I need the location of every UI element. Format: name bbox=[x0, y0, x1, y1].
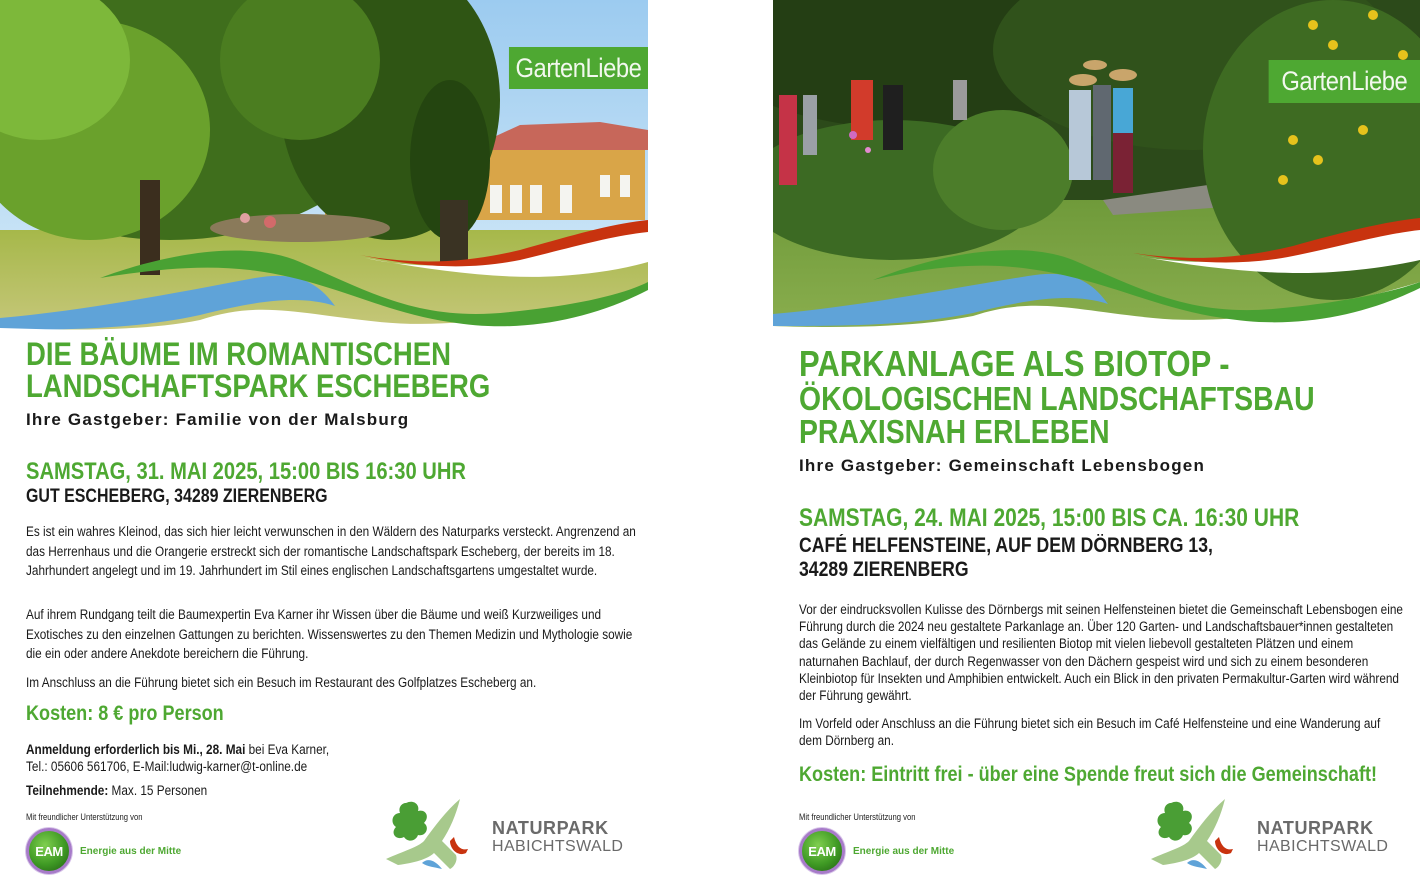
naturpark-subtitle: HABICHTSWALD bbox=[1257, 838, 1389, 855]
location-line: CAFÉ HELFENSTEINE, AUF DEM DÖRNBERG 13, bbox=[799, 534, 1213, 557]
hero-photo bbox=[0, 0, 648, 330]
naturpark-subtitle: HABICHTSWALD bbox=[492, 838, 624, 855]
event-location bbox=[799, 534, 1312, 582]
naturpark-title: NATURPARK bbox=[492, 818, 609, 838]
poster-escheberg bbox=[0, 0, 648, 888]
title-line: DIE BÄUME IM ROMANTISCHEN bbox=[26, 336, 452, 372]
description-paragraph: Im Vorfeld oder Anschluss an die Führung bietet sich ein Besuch im Café Helfensteine und eine Wanderung auf dem Dörnberg an. bbox=[799, 716, 1381, 749]
poster-lebensbogen bbox=[773, 0, 1420, 888]
gartenliebe-badge: GartenLiebe bbox=[1269, 60, 1420, 103]
naturpark-logo bbox=[1149, 797, 1388, 877]
description-paragraph: Im Anschluss an die Führung bietet sich ein Besuch im Restaurant des Golfplatzes Escheberg an. bbox=[26, 675, 537, 690]
participants-info bbox=[26, 781, 290, 801]
participants-value: Max. 15 Personen bbox=[108, 783, 208, 798]
participants-label: Teilnehmende: bbox=[26, 783, 109, 798]
description-paragraph: Vor der eindrucksvollen Kulisse des Dörnbergs mit seinen Helfensteinen bietet die Gemeinschaft Lebensbogen eine Führung durch die 2024 neu gestaltete Parkanlage an. Über 120 Garten- und Landschaftsbauer*innen gestalteten das Gelände zu einem vielfältigen und resilienten Biotop mit vielen liebevoll gestalteten Plätzen und einem naturnahen Bachlauf, der durch Regenwasser von den Dächern gespeist wird und sich zu einem besonderen Kleinbiotop für Insekten und Amphibien entwickelt. Auch ein Blick in den privaten Permakultur-Garten wird während der Führung gewährt. bbox=[799, 602, 1403, 704]
naturpark-title: NATURPARK bbox=[1257, 818, 1374, 838]
wave-graphic bbox=[773, 0, 1420, 330]
eam-logo-icon: EAM bbox=[799, 828, 845, 874]
title-line: LANDSCHAFTSPARK ESCHEBERG bbox=[26, 368, 491, 404]
event-title bbox=[799, 343, 1324, 384]
naturpark-logo bbox=[384, 797, 623, 877]
gartenliebe-badge: GartenLiebe bbox=[509, 47, 648, 89]
registration-contact: Tel.: 05606 561706, E-Mail:ludwig-karner@t-online.de bbox=[26, 759, 308, 774]
eam-tagline: Energie aus der Mitte bbox=[80, 845, 182, 857]
event-date: SAMSTAG, 31. MAI 2025, 15:00 BIS 16:30 UHR bbox=[26, 458, 466, 485]
description-paragraph: Es ist ein wahres Kleinod, das sich hier leicht verwunschen in den Wäldern des Naturparks versteckt. Angrenzend an das Herrenhaus und die Orangerie erstreckt sich der romantische Landschaftspark Escheberg, der bereits im 18. Jahrhundert angelegt und im 19. Jahrhundert im Stil eines englischen Landschaftsgartens umgestaltet wurde. bbox=[26, 524, 636, 578]
event-host: Ihre Gastgeber: Familie von der Malsburg bbox=[26, 410, 410, 429]
location-line: 34289 ZIERENBERG bbox=[799, 558, 969, 581]
eam-logo-icon: EAM bbox=[26, 828, 72, 874]
event-cost: Kosten: Eintritt frei - über eine Spende freut sich die Gemeinschaft! bbox=[799, 763, 1378, 786]
registration-deadline: Anmeldung erforderlich bis Mi., 28. Mai bbox=[26, 742, 246, 757]
description-paragraph: Auf ihrem Rundgang teilt die Baumexpertin Eva Karner ihr Wissen über die Bäume und weiß Kurzweiliges und Exotisches zu den einzelnen Gattungen zu berichten. Wissenswertes zu den Themen Medizin und Mythologie sowie die ein oder andere Anekdote bereichern die Führung. bbox=[26, 607, 633, 661]
event-host: Ihre Gastgeber: Gemeinschaft Lebensbogen bbox=[799, 456, 1206, 475]
registration-contact-name: bei Eva Karner, bbox=[245, 742, 330, 757]
title-line: ÖKOLOGISCHEN LANDSCHAFTSBAU bbox=[799, 380, 1315, 417]
event-date: SAMSTAG, 24. MAI 2025, 15:00 BIS CA. 16:30 UHR bbox=[799, 504, 1300, 532]
event-title bbox=[26, 338, 552, 402]
title-line: PARKANLAGE ALS BIOTOP - bbox=[799, 343, 1230, 384]
event-title-cont bbox=[799, 382, 1324, 448]
naturpark-bird-icon bbox=[384, 797, 484, 877]
registration-info bbox=[26, 741, 396, 775]
eam-tagline: Energie aus der Mitte bbox=[853, 845, 955, 857]
hero-photo bbox=[773, 0, 1420, 330]
title-line: PRAXISNAH ERLEBEN bbox=[799, 413, 1110, 450]
event-cost: Kosten: 8 € pro Person bbox=[26, 702, 224, 725]
support-label: Mit freundlicher Unterstützung von bbox=[799, 812, 916, 822]
event-location: GUT ESCHEBERG, 34289 ZIERENBERG bbox=[26, 486, 328, 507]
naturpark-bird-icon bbox=[1149, 797, 1249, 877]
support-label: Mit freundlicher Unterstützung von bbox=[26, 812, 143, 822]
